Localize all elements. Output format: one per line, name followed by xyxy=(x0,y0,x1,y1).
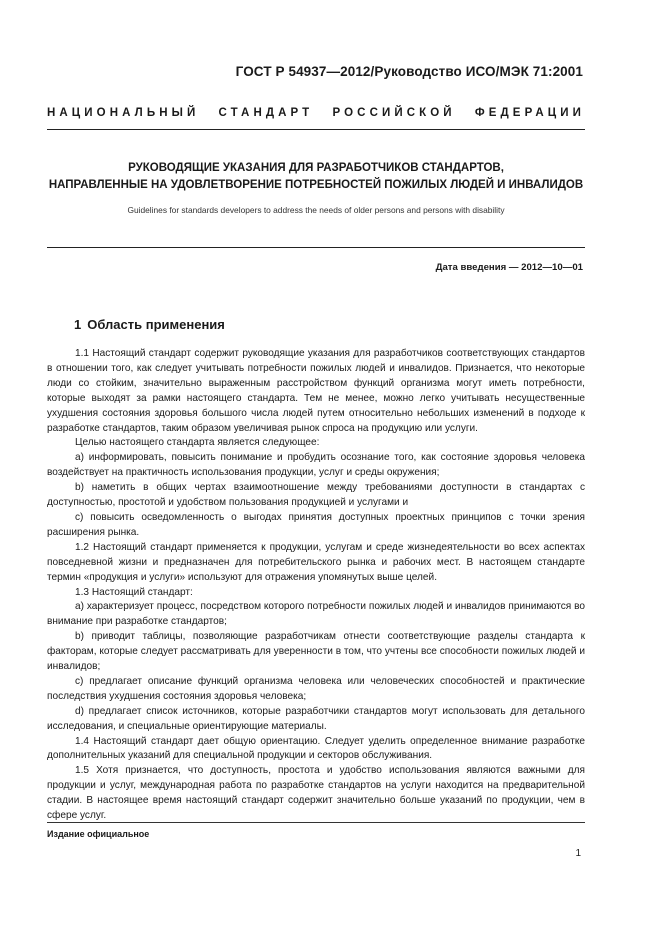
list-item: d) предлагает список источников, которые разработчики стандартов могут использовать для детального исследования, и специальные ориентирующие материалы. xyxy=(47,705,585,732)
page-number: 1 xyxy=(575,848,581,859)
document-id: ГОСТ Р 54937—2012/Руководство ИСО/МЭК 71:2001 xyxy=(235,64,583,79)
list-item: b) приводит таблицы, позволяющие разработчикам отнести соответствующие разделы стандарта к факторам, которые следует рассматривать для уверенности в том, что учтены все способности пожилых людей и инвалидов; xyxy=(47,631,585,673)
title-line-2: НАПРАВЛЕННЫЕ НА УДОВЛЕТВОРЕНИЕ ПОТРЕБНОСТЕЙ ПОЖИЛЫХ ЛЮДЕЙ И ИНВАЛИДОВ xyxy=(48,179,584,191)
title-line-1: РУКОВОДЯЩИЕ УКАЗАНИЯ ДЛЯ РАЗРАБОТЧИКОВ СТАНДАРТОВ, xyxy=(128,162,504,174)
banner-word: ФЕДЕРАЦИИ xyxy=(474,107,585,119)
section-title-text: Область применения xyxy=(87,317,225,332)
english-title: Guidelines for standards developers to address the needs of older persons and persons with disability xyxy=(127,205,505,215)
section-number: 1 xyxy=(74,317,82,332)
title-divider xyxy=(47,247,585,248)
list-item: a) характеризует процесс, посредством которого потребности пожилых людей и инвалидов принимаются во внимание при разработке стандартов; xyxy=(47,601,585,628)
national-standard-banner xyxy=(47,107,585,119)
list-item: b) наметить в общих чертах взаимоотношение между требованиями доступности в стандартах с доступностью, простотой и удобством пользования продукцией и услугами и xyxy=(47,482,585,509)
banner-word: РОССИЙСКОЙ xyxy=(332,107,456,119)
section-body xyxy=(47,347,585,824)
paragraph: 1.2 Настоящий стандарт применяется к продукции, услугам и среде жизнедеятельности во всех аспектах повседневной жизни и предназначен для потребительского рынка и рабочих мест. В настоящем стандарте термин «продукция и услуги» используют для отражения упомянутых выше целей. xyxy=(47,541,585,583)
paragraph: 1.5 Хотя признается, что доступность, простота и удобство использования являются важными для продукции и услуг, международная работа по разработке стандартов на услуги находится на предварительной стадии. В настоящее время настоящий стандарт содержит значительно больше указаний по продукции, чем в сфере услуг. xyxy=(47,765,585,822)
document-title xyxy=(47,160,585,194)
list-item: c) повысить осведомленность о выгодах принятия доступных проектных принципов с точки зрения расширения рынка. xyxy=(47,511,585,538)
paragraph: Целью настоящего стандарта является следующее: xyxy=(75,437,320,449)
paragraph: 1.4 Настоящий стандарт дает общую ориентацию. Следует уделить определенное внимание разработке дополнительных указаний для специальной продукции и секторов обслуживания. xyxy=(47,735,585,762)
top-divider xyxy=(47,129,585,130)
edition-label: Издание официальное xyxy=(47,829,150,839)
banner-word: НАЦИОНАЛЬНЫЙ xyxy=(47,107,200,119)
section-heading xyxy=(74,317,225,332)
list-item: a) информировать, повысить понимание и пробудить осознание того, как состояние здоровья человека воздействует на практичность использования продукции, услуг и среды окружения; xyxy=(47,452,585,479)
paragraph: 1.1 Настоящий стандарт содержит руководящие указания для разработчиков соответствующих стандартов в отношении того, как следует учитывать потребности пожилых людей и инвалидов. Признается, что некоторые люди со стойким, значительно выраженным расстройством функций организма могут иметь потребности, которые выходят за рамки настоящего стандарта. Тем не менее, можно легко учитывать несущественные ухудшения состояния здоровья большого числа людей путем относительно небольших изменений в подходе к разработке стандартов, таким образом увеличивая рынок спроса на продукцию или услуги. xyxy=(47,348,585,434)
introduction-date: Дата введения — 2012—10—01 xyxy=(435,262,583,273)
list-item: c) предлагает описание функций организма человека или человеческих способностей и практические последствия ухудшения состояния здоровья человека; xyxy=(47,675,585,702)
footer-divider xyxy=(47,822,585,823)
banner-word: СТАНДАРТ xyxy=(218,107,314,119)
paragraph: 1.3 Настоящий стандарт: xyxy=(75,586,193,598)
